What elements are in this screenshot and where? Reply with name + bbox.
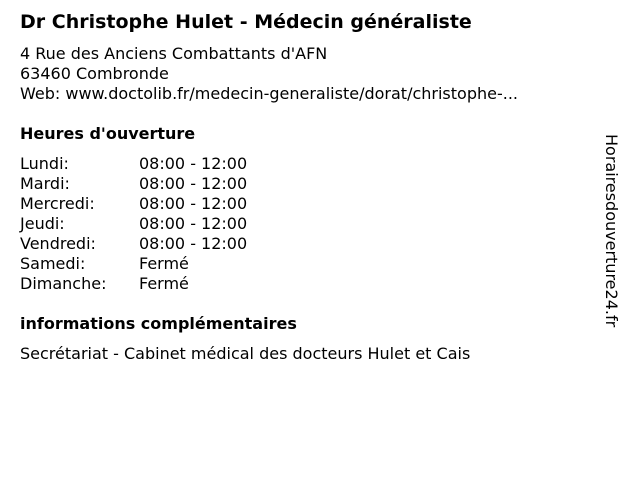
time-value: 08:00 - 12:00 xyxy=(139,174,248,193)
day-label: Lundi: xyxy=(20,154,69,173)
hours-heading: Heures d'ouverture xyxy=(20,124,196,143)
hours-row xyxy=(20,174,247,194)
info-heading: informations complémentaires xyxy=(20,314,297,333)
address-block xyxy=(20,44,518,104)
day-label: Vendredi: xyxy=(20,234,96,253)
hours-row xyxy=(20,254,247,274)
hours-row xyxy=(20,194,247,214)
day-label: Jeudi: xyxy=(20,214,65,233)
day-label: Dimanche: xyxy=(20,274,107,293)
time-value: 08:00 - 12:00 xyxy=(139,214,248,233)
address-city: 63460 Combronde xyxy=(20,64,169,83)
day-label: Mercredi: xyxy=(20,194,95,213)
hours-row xyxy=(20,154,247,174)
time-value: 08:00 - 12:00 xyxy=(139,234,248,253)
info-text: Secrétariat - Cabinet médical des docteurs Hulet et Cais xyxy=(20,344,471,363)
time-value: Fermé xyxy=(139,274,189,293)
hours-row xyxy=(20,274,247,294)
watermark-text: Horairesdouverture24.fr xyxy=(602,134,621,328)
time-value: Fermé xyxy=(139,254,189,273)
watermark-block xyxy=(601,134,640,344)
hours-table xyxy=(20,154,247,294)
day-label: Samedi: xyxy=(20,254,86,273)
time-value: 08:00 - 12:00 xyxy=(139,154,248,173)
business-title: Dr Christophe Hulet - Médecin généraliste xyxy=(20,11,472,33)
day-label: Mardi: xyxy=(20,174,70,193)
address-street: 4 Rue des Anciens Combattants d'AFN xyxy=(20,44,328,63)
time-value: 08:00 - 12:00 xyxy=(139,194,248,213)
hours-row xyxy=(20,214,247,234)
website-link[interactable]: Web: www.doctolib.fr/medecin-generaliste/dorat/christophe-... xyxy=(20,84,518,103)
hours-row xyxy=(20,234,247,254)
